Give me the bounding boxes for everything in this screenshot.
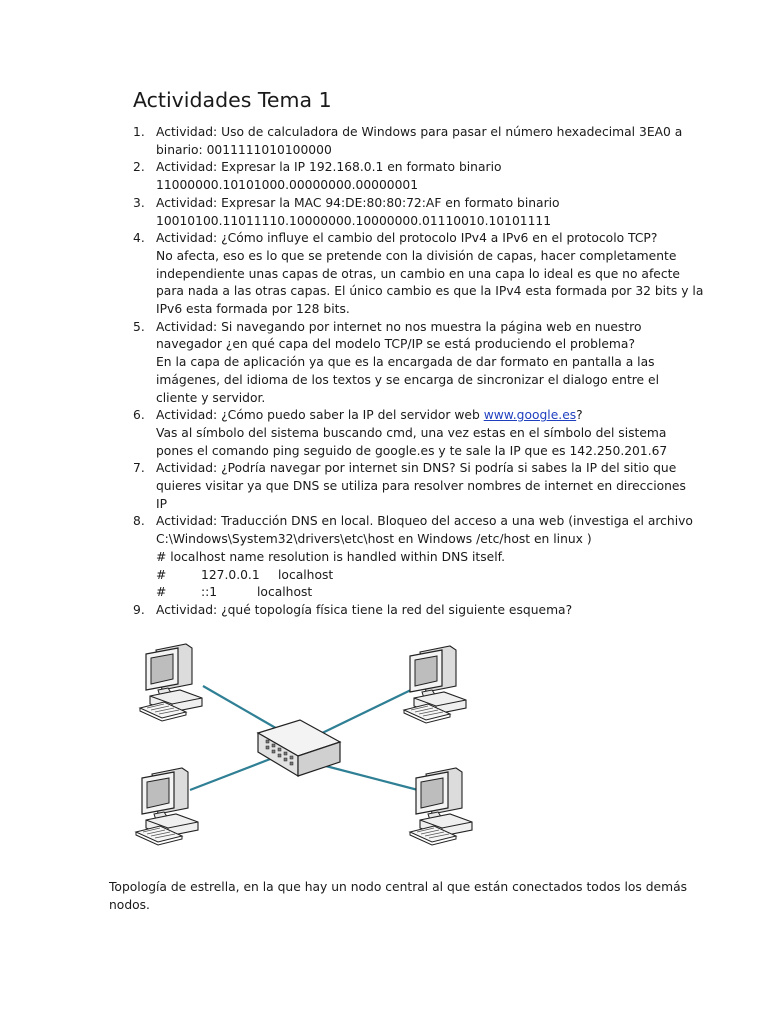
page-title: Actividades Tema 1 (133, 88, 332, 112)
activity-text (156, 407, 673, 425)
computer-icon (140, 644, 202, 721)
conclusion-line: Topología de estrella, en la que hay un nodo central al que están conectados todos los demás (109, 880, 688, 894)
conclusion-line: nodos. (109, 897, 150, 912)
activity-text: Actividad: Expresar la IP 192.168.0.1 en formato binario (156, 160, 502, 175)
hosts-name: localhost (257, 585, 313, 600)
activity-text: Actividad: Si navegando por internet no nos muestra la página web en nuestro (156, 319, 642, 334)
item-number: 2. (133, 160, 145, 175)
item-number: 9. (133, 602, 145, 617)
hosts-comment: # localhost name resolution is handled within DNS itself. (156, 549, 505, 564)
answer-text: binario: 0011111010100000 (156, 142, 332, 157)
hosts-hash: # (156, 567, 167, 582)
conclusion-paragraph (109, 879, 688, 914)
list-item (133, 195, 673, 230)
answer-text: quieres visitar ya que DNS se utiliza para resolver nombres de internet en direcciones (156, 479, 686, 494)
activity-text: Actividad: Uso de calculadora de Windows para pasar el número hexadecimal 3EA0 a (156, 125, 683, 139)
answer-text: independiente unas capas de otras, un cambio en una capa lo ideal es que no afecte (156, 266, 680, 281)
activity-text: Actividad: Traducción DNS en local. Bloqueo del acceso a una web (investiga el archivo (156, 514, 693, 529)
item-number: 8. (133, 514, 145, 529)
activity-prefix: Actividad: ¿Cómo puedo saber la IP del servidor web (156, 408, 484, 423)
hosts-entry (156, 584, 673, 602)
answer-text: para nada a las otras capas. El único cambio es que la IPv4 esta formada por 32 bits y la (156, 284, 704, 299)
activity-list (133, 124, 704, 620)
computer-icon (136, 768, 198, 845)
activity-suffix: ? (576, 408, 583, 423)
item-number: 1. (133, 125, 145, 139)
google-link[interactable]: www.google.es (483, 408, 577, 423)
star-topology-diagram (128, 638, 478, 850)
answer-text: pones el comando ping seguido de google.es y te sale la IP que es 142.250.201.67 (156, 443, 668, 458)
cable (190, 756, 278, 790)
list-item (133, 319, 673, 408)
activity-text: navegador ¿en qué capa del modelo TCP/IP se está produciendo el problema? (156, 337, 635, 352)
computer-icon (410, 768, 472, 845)
list-item (133, 159, 673, 194)
list-item (133, 513, 693, 602)
item-number: 4. (133, 231, 145, 246)
answer-text: IPv6 esta formada por 128 bits. (156, 302, 350, 317)
cable (318, 764, 418, 790)
answer-text: 11000000.10101000.00000000.00000001 (156, 178, 419, 193)
activity-text: Actividad: Expresar la MAC 94:DE:80:80:72:AF en formato binario (156, 195, 560, 210)
activity-text: Actividad: ¿Podría navegar por internet sin DNS? Si podría si sabes la IP del sitio que (156, 461, 677, 476)
answer-text: En la capa de aplicación ya que es la encargada de dar formato en pantalla a las (156, 355, 655, 370)
item-number: 3. (133, 195, 145, 210)
item-number: 6. (133, 408, 145, 423)
answer-text: cliente y servidor. (156, 390, 266, 405)
hosts-name: localhost (278, 567, 334, 582)
hosts-hash: # (156, 585, 167, 600)
list-item (133, 230, 704, 319)
item-number: 7. (133, 461, 145, 476)
activity-text: Actividad: ¿Cómo influye el cambio del protocolo IPv4 a IPv6 en el protocolo TCP? (156, 231, 658, 246)
item-number: 5. (133, 319, 145, 334)
list-item (133, 602, 673, 620)
answer-text: 10010100.11011110.10000000.10000000.01110010.10101111 (156, 213, 552, 228)
answer-text: imágenes, del idioma de los textos y se encarga de sincronizar el dialogo entre el (156, 372, 660, 387)
hosts-entry (156, 567, 673, 585)
list-item (133, 124, 683, 159)
hosts-ip: ::1 (201, 585, 218, 600)
list-item (133, 407, 673, 460)
cable (316, 688, 415, 736)
computer-icon (404, 646, 466, 723)
hosts-ip: 127.0.0.1 (201, 567, 260, 582)
list-item (133, 460, 686, 513)
answer-text: No afecta, eso es lo que se pretende con la división de capas, hacer completamente (156, 248, 677, 263)
answer-text: Vas al símbolo del sistema buscando cmd, una vez estas en el símbolo del sistema (156, 425, 667, 440)
activity-text: Actividad: ¿qué topología física tiene la red del siguiente esquema? (156, 602, 573, 617)
file-path-text: C:\Windows\System32\drivers\etc\host en Windows /etc/host en linux ) (156, 532, 592, 547)
answer-text: IP (156, 496, 168, 511)
